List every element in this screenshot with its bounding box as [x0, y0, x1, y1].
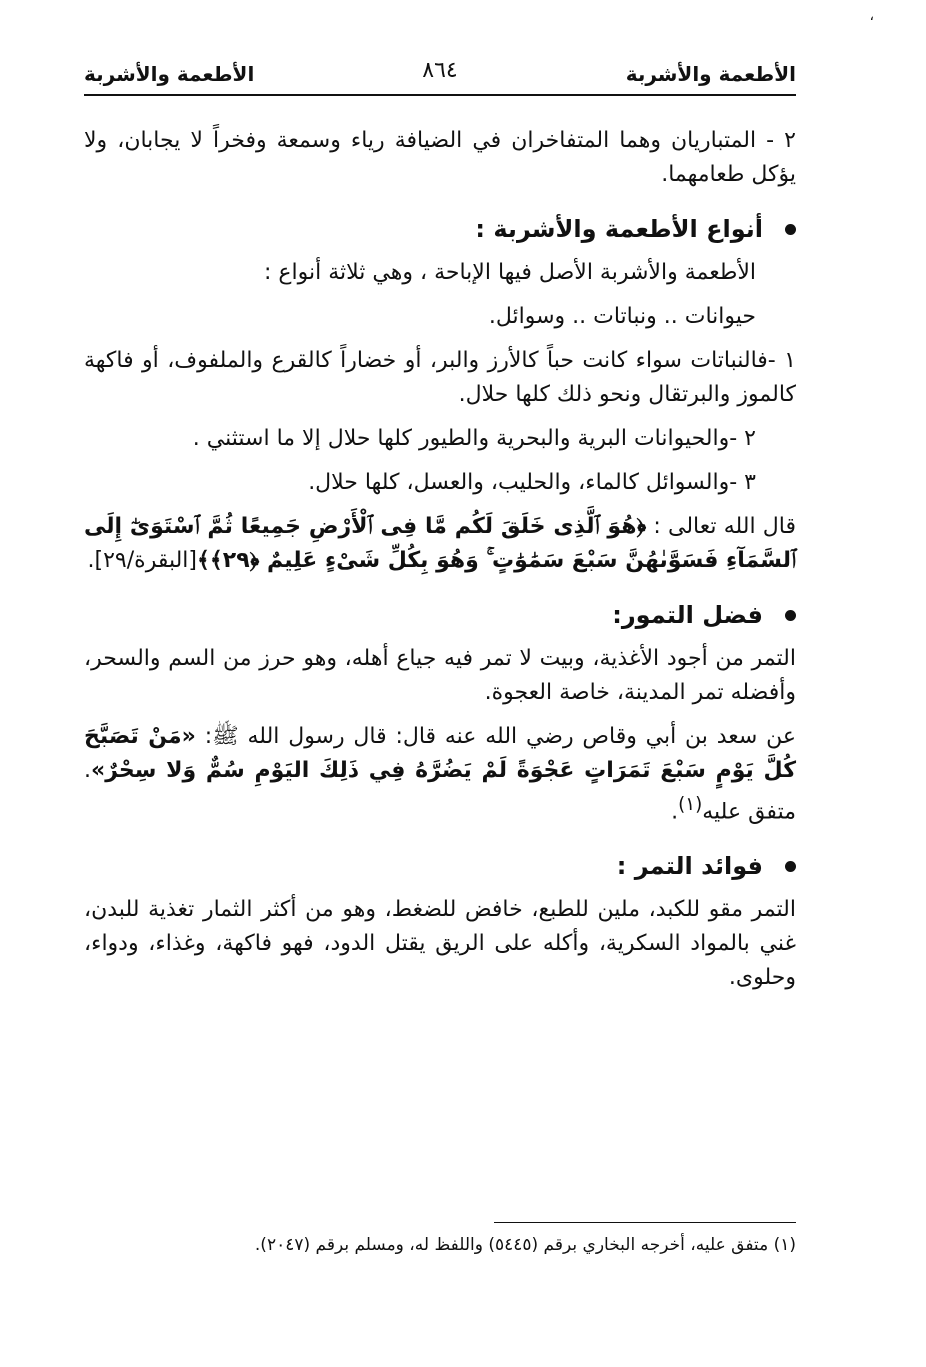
footnote-marker: (١)	[678, 794, 703, 815]
heading-dates-virtue	[84, 598, 796, 632]
paragraph-hadith	[84, 720, 796, 829]
hadith-source: . متفق عليه	[84, 758, 796, 825]
verse-reference: [البقرة/٢٩].	[87, 548, 197, 573]
heading-food-types	[84, 212, 796, 246]
paragraph-intro: الأطعمة والأشربة الأصل فيها الإباحة ، وهي ثلاثة أنواع :	[264, 260, 756, 285]
verse-intro: قال الله تعالى :	[646, 514, 796, 539]
hadith-tail: .	[671, 799, 679, 825]
hadith-intro: عن سعد بن أبي وقاص رضي الله عنه قال: قال رسول الله ﷺ:	[195, 724, 796, 749]
page-header	[84, 58, 796, 92]
running-title-right: الأطعمة والأشربة	[625, 62, 796, 86]
paragraph-animals: ٢ -والحيوانات البرية والبحرية والطيور كلها حلال إلا ما استثني .	[192, 426, 756, 451]
bullet-icon	[785, 224, 796, 235]
paragraph-dates-benefits: التمر مقو للكبد، ملين للطبع، خافض للضغط، وهو من أكثر الثمار تغذية للبدن، غني بالمواد السكرية، وأكله على الريق يقتل الدود، فهو فاكهة، وغذاء، ودواء، وحلوى.	[84, 897, 796, 991]
heading-text: فوائد التمر :	[616, 852, 763, 881]
heading-dates-benefits	[84, 849, 796, 883]
page-number: ٨٦٤	[422, 58, 458, 83]
paragraph-plants: ١ -فالنباتات سواء كانت حباً كالأرز والبر، أو خضاراً كالقرع والملفوف، أو فاكهة كالموز والبرتقال ونحو ذلك كلها حلال.	[84, 348, 796, 407]
margin-mark: ،	[869, 8, 874, 24]
heading-text: فضل التمور:	[612, 601, 763, 629]
bullet-icon	[785, 861, 796, 872]
paragraph-dates-virtue: التمر من أجود الأغذية، وبيت لا تمر فيه جياع أهله، وهو حرز من السم والسحر، وأفضله تمر المدينة، خاصة العجوة.	[84, 646, 796, 705]
paragraph-categories: حيوانات .. ونباتات .. وسوائل.	[488, 304, 756, 329]
heading-text: أنواع الأطعمة والأشربة :	[475, 215, 763, 243]
bullet-icon	[785, 610, 796, 621]
header-rule	[84, 94, 796, 96]
footnote: (١) متفق عليه، أخرجه البخاري برقم (٥٤٤٥) واللفظ له، ومسلم برقم (٢٠٤٧).	[254, 1235, 796, 1255]
quran-verse: ﴿هُوَ ٱلَّذِى خَلَقَ لَكُم مَّا فِى ٱلْأَرْضِ جَمِيعًا ثُمَّ ٱسْتَوَىٰٓ إِلَى ٱلسَّمَآءِ فَسَوَّىٰهُنَّ سَبْعَ سَمَٰوَٰتٍ ۚ وَهُوَ بِكُلِّ شَىْءٍ عَلِيمٌ ﴿٢٩﴾﴾	[84, 514, 796, 573]
footnote-rule	[494, 1222, 796, 1223]
page-body	[84, 124, 796, 995]
hadith-text: «مَنْ تَصَبَّحَ كُلَّ يَوْمٍ سَبْعَ تَمَرَاتٍ عَجْوَةً لَمْ يَضُرَّهُ فِي ذَلِكَ اليَوْمِ سُمٌّ وَلا سِحْرٌ»	[84, 724, 796, 783]
running-title-left: الأطعمة والأشربة	[84, 62, 255, 86]
paragraph-liquids: ٣ -والسوائل كالماء، والحليب، والعسل، كلها حلال.	[308, 470, 756, 495]
paragraph-quran-verse	[84, 510, 796, 578]
paragraph-item-2: ٢ - المتباريان وهما المتفاخران في الضيافة رياء وسمعة وفخراً لا يجابان، ولا يؤكل طعامهما.	[84, 128, 796, 187]
